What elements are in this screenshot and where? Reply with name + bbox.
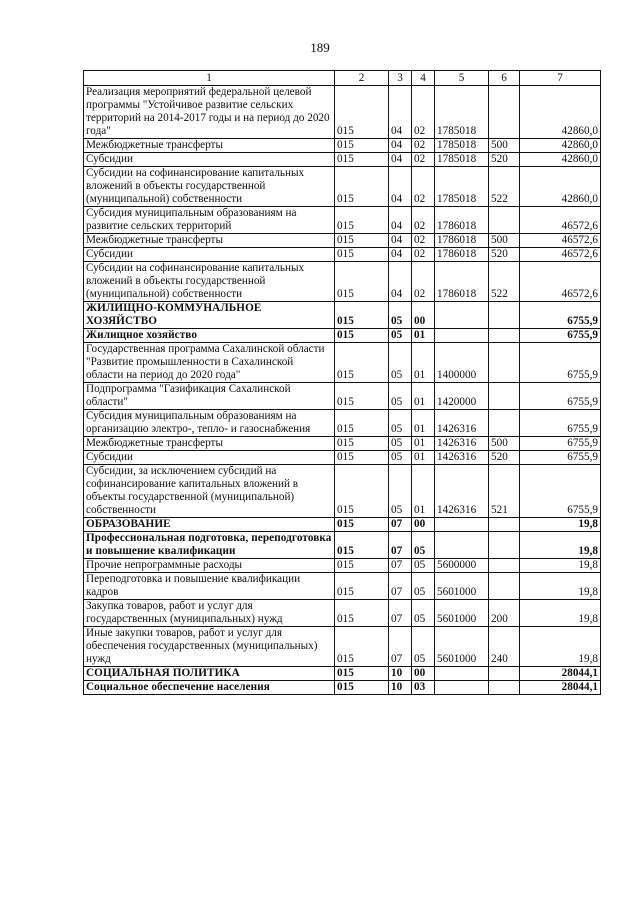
ministry-code-cell: 015 (335, 86, 389, 139)
section-code-cell: 04 (389, 248, 412, 262)
ministry-code-cell: 015 (335, 234, 389, 248)
table-row (84, 329, 601, 343)
target-article-cell (435, 532, 489, 559)
amount-cell: 6755,9 (520, 343, 601, 383)
section-code-cell: 04 (389, 234, 412, 248)
header-row (84, 71, 601, 86)
target-article-cell: 1785018 (435, 139, 489, 153)
ministry-code-cell: 015 (335, 343, 389, 383)
target-article-cell (435, 329, 489, 343)
ministry-code-cell: 015 (335, 167, 389, 207)
table-row (84, 248, 601, 262)
item-name-cell: Государственная программа Сахалинской области "Развитие промышленности в Сахалинской области на период до 2020 года" (84, 343, 335, 383)
item-name-cell: Субсидия муниципальным образованиям на организацию электро-, тепло- и газоснабжения (84, 410, 335, 437)
expense-type-cell (489, 518, 520, 532)
target-article-cell: 5601000 (435, 600, 489, 627)
amount-cell: 42860,0 (520, 86, 601, 139)
ministry-code-cell: 015 (335, 153, 389, 167)
subsection-code-cell: 00 (412, 302, 435, 329)
column-header: 3 (389, 71, 412, 86)
table-row (84, 437, 601, 451)
item-name-cell: Субсидии на софинансирование капитальных вложений в объекты государственной (муниципальной) собственности (84, 262, 335, 302)
expense-type-cell (489, 573, 520, 600)
section-code-cell: 10 (389, 667, 412, 681)
subsection-code-cell: 00 (412, 667, 435, 681)
table-row (84, 667, 601, 681)
column-header: 7 (520, 71, 601, 86)
item-name-cell: Жилищное хозяйство (84, 329, 335, 343)
table-body (84, 86, 601, 695)
table-row (84, 139, 601, 153)
subsection-code-cell: 01 (412, 329, 435, 343)
section-code-cell: 04 (389, 262, 412, 302)
amount-cell: 42860,0 (520, 153, 601, 167)
section-code-cell: 05 (389, 451, 412, 465)
item-name-cell: Субсидии на софинансирование капитальных вложений в объекты государственной (муниципальной) собственности (84, 167, 335, 207)
expense-type-cell: 200 (489, 600, 520, 627)
target-article-cell: 1785018 (435, 153, 489, 167)
expense-type-cell: 240 (489, 627, 520, 667)
table-row (84, 86, 601, 139)
column-header: 6 (489, 71, 520, 86)
target-article-cell: 1426316 (435, 465, 489, 518)
expense-type-cell (489, 343, 520, 383)
ministry-code-cell: 015 (335, 248, 389, 262)
item-name-cell: Прочие непрограммные расходы (84, 559, 335, 573)
expense-type-cell: 500 (489, 437, 520, 451)
item-name-cell: Иные закупки товаров, работ и услуг для обеспечения государственных (муниципальных) нужд (84, 627, 335, 667)
subsection-code-cell: 05 (412, 559, 435, 573)
table-row (84, 262, 601, 302)
amount-cell: 6755,9 (520, 383, 601, 410)
expense-type-cell: 500 (489, 139, 520, 153)
table-row (84, 234, 601, 248)
section-code-cell: 07 (389, 532, 412, 559)
amount-cell: 6755,9 (520, 410, 601, 437)
table-row (84, 153, 601, 167)
section-code-cell: 07 (389, 559, 412, 573)
amount-cell: 19,8 (520, 518, 601, 532)
item-name-cell: Межбюджетные трансферты (84, 437, 335, 451)
amount-cell: 28044,1 (520, 681, 601, 695)
table-row (84, 465, 601, 518)
section-code-cell: 07 (389, 573, 412, 600)
subsection-code-cell: 01 (412, 451, 435, 465)
table-row (84, 681, 601, 695)
ministry-code-cell: 015 (335, 667, 389, 681)
ministry-code-cell: 015 (335, 410, 389, 437)
subsection-code-cell: 05 (412, 532, 435, 559)
subsection-code-cell: 01 (412, 410, 435, 437)
table-row (84, 532, 601, 559)
table-row (84, 302, 601, 329)
item-name-cell: Субсидии (84, 248, 335, 262)
ministry-code-cell: 015 (335, 437, 389, 451)
ministry-code-cell: 015 (335, 207, 389, 234)
target-article-cell: 1420000 (435, 383, 489, 410)
subsection-code-cell: 01 (412, 383, 435, 410)
table-row (84, 167, 601, 207)
subsection-code-cell: 02 (412, 248, 435, 262)
column-header: 5 (435, 71, 489, 86)
table-row (84, 451, 601, 465)
expense-type-cell: 520 (489, 451, 520, 465)
table-row (84, 518, 601, 532)
expense-type-cell: 500 (489, 234, 520, 248)
section-code-cell: 10 (389, 681, 412, 695)
expense-type-cell (489, 681, 520, 695)
target-article-cell (435, 681, 489, 695)
amount-cell: 6755,9 (520, 451, 601, 465)
subsection-code-cell: 03 (412, 681, 435, 695)
item-name-cell: Субсидии (84, 451, 335, 465)
amount-cell: 46572,6 (520, 234, 601, 248)
item-name-cell: Подпрограмма "Газификация Сахалинской области" (84, 383, 335, 410)
ministry-code-cell: 015 (335, 329, 389, 343)
budget-table (83, 70, 601, 695)
target-article-cell: 1786018 (435, 248, 489, 262)
expense-type-cell (489, 559, 520, 573)
section-code-cell: 05 (389, 302, 412, 329)
subsection-code-cell: 02 (412, 207, 435, 234)
target-article-cell (435, 667, 489, 681)
target-article-cell: 1786018 (435, 234, 489, 248)
amount-cell: 6755,9 (520, 302, 601, 329)
target-article-cell: 1400000 (435, 343, 489, 383)
section-code-cell: 04 (389, 153, 412, 167)
ministry-code-cell: 015 (335, 627, 389, 667)
table-row (84, 410, 601, 437)
target-article-cell (435, 302, 489, 329)
amount-cell: 19,8 (520, 532, 601, 559)
item-name-cell: Социальное обеспечение населения (84, 681, 335, 695)
column-header: 4 (412, 71, 435, 86)
subsection-code-cell: 02 (412, 139, 435, 153)
amount-cell: 19,8 (520, 627, 601, 667)
amount-cell: 42860,0 (520, 167, 601, 207)
subsection-code-cell: 05 (412, 600, 435, 627)
expense-type-cell (489, 532, 520, 559)
ministry-code-cell: 015 (335, 559, 389, 573)
expense-type-cell: 521 (489, 465, 520, 518)
section-code-cell: 05 (389, 410, 412, 437)
subsection-code-cell: 02 (412, 167, 435, 207)
section-code-cell: 05 (389, 383, 412, 410)
ministry-code-cell: 015 (335, 573, 389, 600)
amount-cell: 6755,9 (520, 465, 601, 518)
target-article-cell: 1785018 (435, 86, 489, 139)
target-article-cell: 1426316 (435, 451, 489, 465)
expense-type-cell: 522 (489, 262, 520, 302)
target-article-cell: 1785018 (435, 167, 489, 207)
item-name-cell: ЖИЛИЩНО-КОММУНАЛЬНОЕ ХОЗЯЙСТВО (84, 302, 335, 329)
subsection-code-cell: 00 (412, 518, 435, 532)
ministry-code-cell: 015 (335, 600, 389, 627)
target-article-cell: 1786018 (435, 262, 489, 302)
section-code-cell: 07 (389, 627, 412, 667)
ministry-code-cell: 015 (335, 518, 389, 532)
table-row (84, 573, 601, 600)
amount-cell: 6755,9 (520, 329, 601, 343)
item-name-cell: Субсидии (84, 153, 335, 167)
table-row (84, 600, 601, 627)
subsection-code-cell: 02 (412, 234, 435, 248)
item-name-cell: Межбюджетные трансферты (84, 234, 335, 248)
subsection-code-cell: 02 (412, 86, 435, 139)
expense-type-cell (489, 410, 520, 437)
section-code-cell: 05 (389, 437, 412, 451)
target-article-cell: 1426316 (435, 410, 489, 437)
page-number: 189 (310, 40, 330, 55)
item-name-cell: Субсидия муниципальным образованиям на развитие сельских территорий (84, 207, 335, 234)
amount-cell: 6755,9 (520, 437, 601, 451)
expense-type-cell: 520 (489, 153, 520, 167)
table-row (84, 383, 601, 410)
item-name-cell: Закупка товаров, работ и услуг для государственных (муниципальных) нужд (84, 600, 335, 627)
item-name-cell: Межбюджетные трансферты (84, 139, 335, 153)
section-code-cell: 04 (389, 167, 412, 207)
target-article-cell: 1786018 (435, 207, 489, 234)
expense-type-cell (489, 383, 520, 410)
table-row (84, 207, 601, 234)
section-code-cell: 04 (389, 139, 412, 153)
target-article-cell: 1426316 (435, 437, 489, 451)
expense-type-cell (489, 207, 520, 234)
section-code-cell: 05 (389, 343, 412, 383)
item-name-cell: Переподготовка и повышение квалификации кадров (84, 573, 335, 600)
column-header: 2 (335, 71, 389, 86)
section-code-cell: 05 (389, 329, 412, 343)
amount-cell: 19,8 (520, 573, 601, 600)
expense-type-cell: 520 (489, 248, 520, 262)
target-article-cell: 5600000 (435, 559, 489, 573)
item-name-cell: СОЦИАЛЬНАЯ ПОЛИТИКА (84, 667, 335, 681)
subsection-code-cell: 02 (412, 262, 435, 302)
expense-type-cell (489, 302, 520, 329)
amount-cell: 46572,6 (520, 207, 601, 234)
target-article-cell: 5601000 (435, 573, 489, 600)
item-name-cell: Реализация мероприятий федеральной целевой программы "Устойчивое развитие сельских территорий на 2014-2017 годы и на период до 2020 года" (84, 86, 335, 139)
item-name-cell: Субсидии, за исключением субсидий на софинансирование капитальных вложений в объекты государственной (муниципальной) собственности (84, 465, 335, 518)
section-code-cell: 04 (389, 86, 412, 139)
item-name-cell: ОБРАЗОВАНИЕ (84, 518, 335, 532)
ministry-code-cell: 015 (335, 451, 389, 465)
target-article-cell (435, 518, 489, 532)
ministry-code-cell: 015 (335, 139, 389, 153)
amount-cell: 46572,6 (520, 262, 601, 302)
subsection-code-cell: 01 (412, 437, 435, 451)
expense-type-cell (489, 329, 520, 343)
expense-type-cell: 522 (489, 167, 520, 207)
amount-cell: 46572,6 (520, 248, 601, 262)
amount-cell: 28044,1 (520, 667, 601, 681)
amount-cell: 42860,0 (520, 139, 601, 153)
section-code-cell: 05 (389, 465, 412, 518)
subsection-code-cell: 01 (412, 465, 435, 518)
section-code-cell: 07 (389, 600, 412, 627)
ministry-code-cell: 015 (335, 681, 389, 695)
subsection-code-cell: 05 (412, 627, 435, 667)
ministry-code-cell: 015 (335, 262, 389, 302)
subsection-code-cell: 05 (412, 573, 435, 600)
table-row (84, 343, 601, 383)
ministry-code-cell: 015 (335, 465, 389, 518)
item-name-cell: Профессиональная подготовка, переподготовка и повышение квалификации (84, 532, 335, 559)
section-code-cell: 04 (389, 207, 412, 234)
subsection-code-cell: 01 (412, 343, 435, 383)
expense-type-cell (489, 86, 520, 139)
amount-cell: 19,8 (520, 559, 601, 573)
ministry-code-cell: 015 (335, 302, 389, 329)
ministry-code-cell: 015 (335, 383, 389, 410)
amount-cell: 19,8 (520, 600, 601, 627)
expense-type-cell (489, 667, 520, 681)
table-row (84, 627, 601, 667)
table-row (84, 559, 601, 573)
subsection-code-cell: 02 (412, 153, 435, 167)
section-code-cell: 07 (389, 518, 412, 532)
target-article-cell: 5601000 (435, 627, 489, 667)
column-header: 1 (84, 71, 335, 86)
ministry-code-cell: 015 (335, 532, 389, 559)
